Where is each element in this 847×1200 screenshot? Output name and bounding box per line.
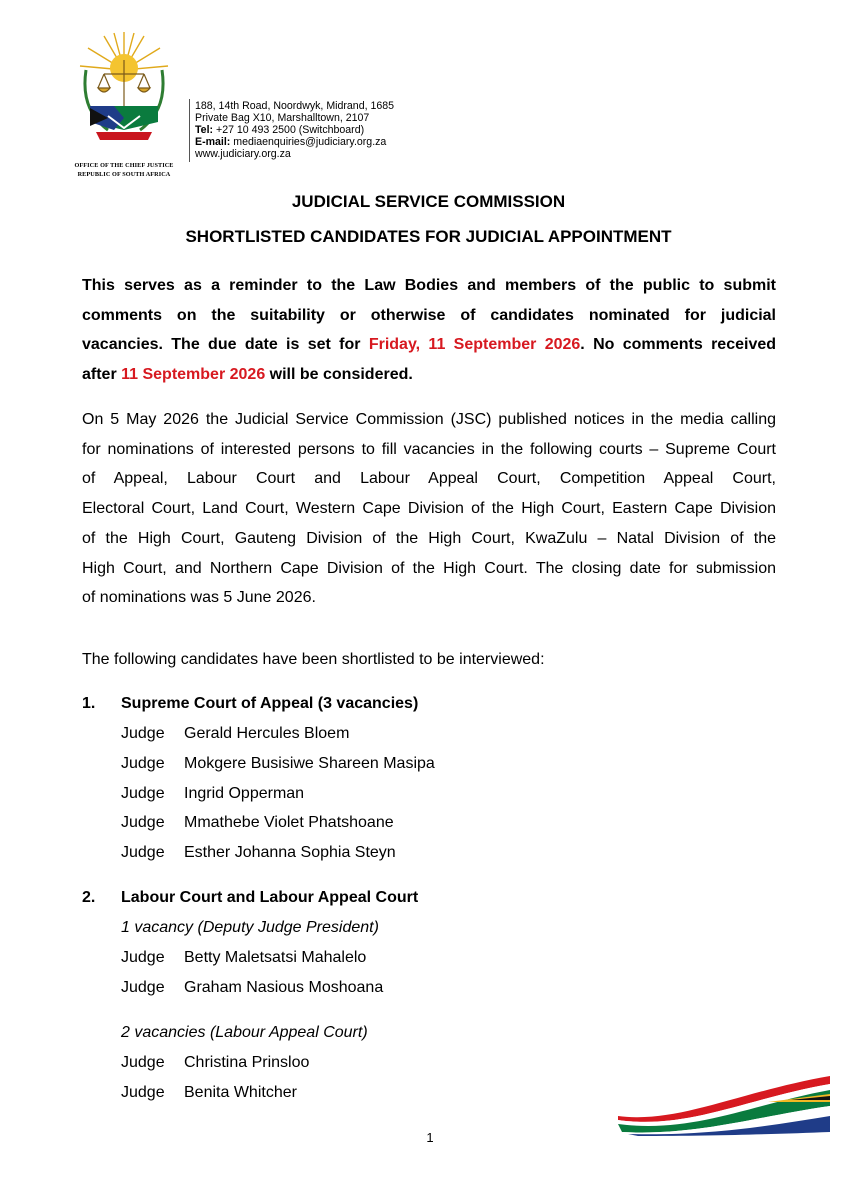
judge-label: Judge [121,1084,165,1101]
email-label: E-mail: [195,136,231,148]
candidate-name: Graham Nasious Moshoana [184,979,384,996]
reminder-line-4-b: will be considered. [265,366,413,384]
telephone-line [195,125,364,136]
document-subtitle: SHORTLISTED CANDIDATES FOR JUDICIAL APPOINTMENT [185,227,672,246]
section-title: Supreme Court of Appeal (3 vacancies) [121,695,419,712]
vacancy-subheading: 2 vacancies (Labour Appeal Court) [121,1024,368,1041]
candidate-name: Mmathebe Violet Phatshoane [184,814,394,831]
document-title: JUDICIAL SERVICE COMMISSION [291,192,566,211]
judge-label: Judge [121,814,165,831]
tel-label: Tel: [195,124,214,136]
candidate-name: Christina Prinsloo [184,1054,310,1071]
section-number: 1. [82,695,96,712]
candidate-name: Mokgere Busisiwe Shareen Masipa [184,755,435,772]
section-title: Labour Court and Labour Appeal Court [121,889,419,906]
south-african-flag-swoosh-icon [618,1072,830,1136]
body-line: High Court, and Northern Cape Division of the High Court. The closing date for submission [82,559,776,577]
body-line: of nominations was 5 June 2026. [82,589,316,607]
judge-label: Judge [121,1054,165,1071]
email-line [195,137,386,148]
body-line: Electoral Court, Land Court, Western Cape Division of the High Court, Eastern Cape Division [82,500,776,518]
reminder-line-3 [82,330,776,360]
candidate-name: Esther Johanna Sophia Steyn [184,844,396,861]
address-divider [189,99,190,162]
body-paragraph [82,405,776,613]
reminder-line-3-b: . No comments received [580,336,777,354]
reminder-paragraph [82,271,776,390]
candidate-name: Benita Whitcher [184,1084,297,1101]
judge-label: Judge [121,979,165,996]
due-date-highlight: Friday, 11 September 2026 [368,336,581,354]
judge-label: Judge [121,725,165,742]
email-value: mediaenquiries@judiciary.org.za [230,136,387,148]
vacancy-subheading: 1 vacancy (Deputy Judge President) [121,919,379,936]
coat-of-arms-icon [74,30,174,170]
crest-caption-line-1: OFFICE OF THE CHIEF JUSTICE [74,162,174,169]
website-link[interactable]: www.judiciary.org.za [195,148,291,160]
page-number: 1 [426,1130,434,1145]
body-line: On 5 May 2026 the Judicial Service Commission (JSC) published notices in the media calling [82,411,776,428]
tel-value: +27 10 493 2500 (Switchboard) [213,124,365,136]
reminder-line-4 [82,360,776,390]
candidate-name: Ingrid Opperman [184,785,305,802]
judge-label: Judge [121,785,165,802]
section-number: 2. [82,889,96,906]
address-line-1: 188, 14th Road, Noordwyk, Midrand, 1685 [195,100,395,112]
crest-caption-line-2: REPUBLIC OF SOUTH AFRICA [77,171,171,178]
judge-label: Judge [121,755,165,772]
reminder-line-3-a: vacancies. The due date is set for [82,336,369,354]
reminder-line-2: comments on the suitability or otherwise of candidates nominated for judicial [82,306,776,324]
candidate-name: Gerald Hercules Bloem [184,725,350,742]
reminder-line-1: This serves as a reminder to the Law Bodies and members of the public to submit [82,277,776,294]
candidate-name: Betty Maletsatsi Mahalelo [184,949,367,966]
reminder-line-4-a: after [82,366,122,384]
address-line-2: Private Bag X10, Marshalltown, 2107 [195,112,370,124]
judge-label: Judge [121,844,165,861]
shortlist-intro: The following candidates have been shortlisted to be interviewed: [82,651,545,668]
body-line: of the High Court, Gauteng Division of the High Court, KwaZulu – Natal Division of the [82,529,776,547]
body-line: of Appeal, Labour Court and Labour Appeal Court, Competition Appeal Court, [82,470,776,488]
judge-label: Judge [121,949,165,966]
cutoff-date-highlight: 11 September 2026 [121,366,266,384]
body-line: for nominations of interested persons to fill vacancies in the following courts – Supreme Court [82,440,776,458]
